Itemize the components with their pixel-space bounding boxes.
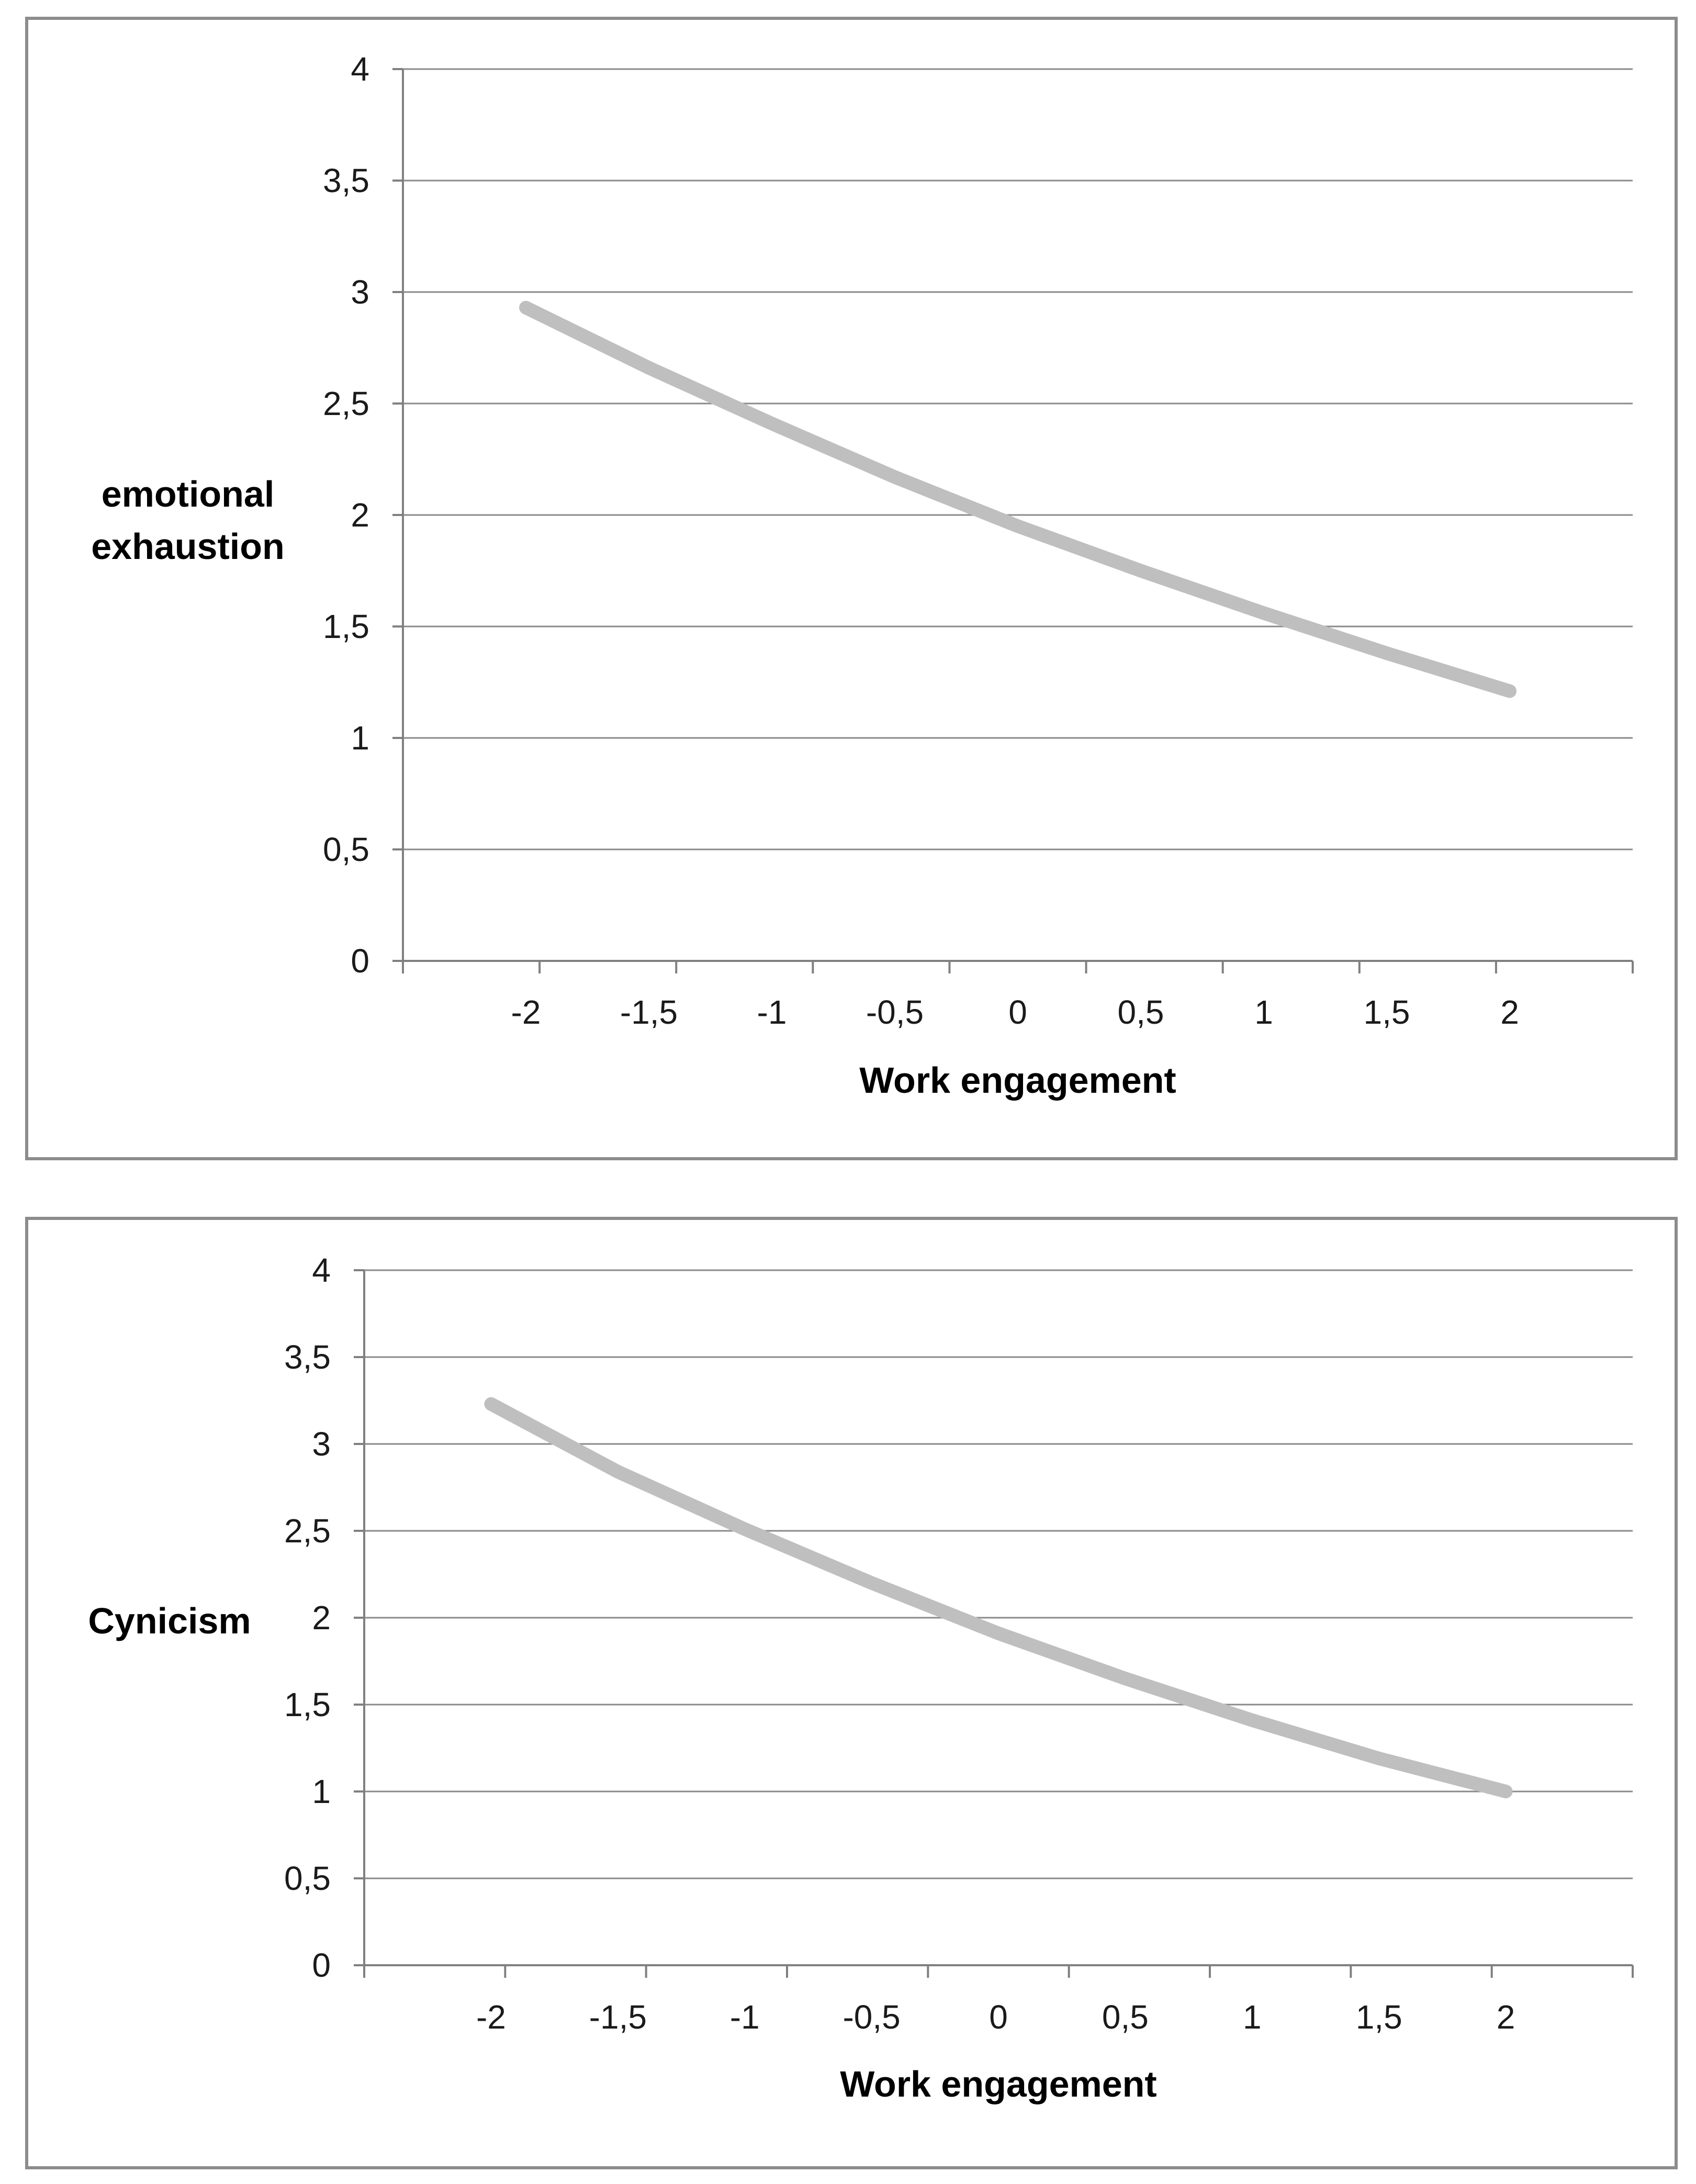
y-tick-label: 1,5 <box>323 608 369 645</box>
y-tick-label: 2 <box>351 496 369 534</box>
x-tick-label: -1 <box>729 1998 760 2036</box>
x-tick-label: 1 <box>1243 1998 1262 2036</box>
y-axis-title: Cynicism <box>88 1600 251 1641</box>
y-tick-label: 2,5 <box>323 385 369 422</box>
x-tick-label: 0,5 <box>1117 993 1164 1031</box>
x-tick-label: 1,5 <box>1355 1998 1402 2036</box>
x-tick-label: -1,5 <box>620 993 678 1031</box>
x-axis-title: Work engagement <box>859 1060 1176 1101</box>
x-tick-label: -0,5 <box>866 993 924 1031</box>
y-tick-label: 4 <box>351 50 369 88</box>
x-tick-label: -2 <box>476 1998 506 2036</box>
x-tick-label: -1,5 <box>589 1998 647 2036</box>
y-tick-label: 4 <box>312 1251 331 1289</box>
y-axis-title: emotional <box>101 474 275 514</box>
y-tick-label: 1,5 <box>284 1686 331 1723</box>
x-tick-label: -0,5 <box>843 1998 901 2036</box>
x-tick-label: 1,5 <box>1363 993 1410 1031</box>
y-tick-label: 2 <box>312 1599 331 1637</box>
y-tick-label: 1 <box>351 719 369 757</box>
chart-emotional-exhaustion <box>28 20 1681 1163</box>
x-tick-label: 0,5 <box>1102 1998 1149 2036</box>
x-axis-title: Work engagement <box>840 2064 1157 2104</box>
y-tick-label: 0 <box>312 1946 331 1984</box>
x-tick-label: 2 <box>1496 1998 1515 2036</box>
y-tick-label: 0,5 <box>284 1860 331 1897</box>
series-line <box>526 308 1510 691</box>
x-tick-label: 0 <box>989 1998 1008 2036</box>
y-tick-label: 3 <box>312 1425 331 1463</box>
x-tick-label: 0 <box>1008 993 1027 1031</box>
chart-panel-cynicism <box>25 1217 1678 2169</box>
x-tick-label: -1 <box>757 993 787 1031</box>
y-tick-label: 2,5 <box>284 1512 331 1550</box>
y-tick-label: 0 <box>351 942 369 980</box>
chart-panel-emotional-exhaustion <box>25 17 1678 1160</box>
y-tick-label: 1 <box>312 1773 331 1810</box>
x-tick-label: 2 <box>1500 993 1519 1031</box>
y-tick-label: 3,5 <box>323 162 369 199</box>
y-tick-label: 3 <box>351 273 369 311</box>
series-line <box>491 1404 1506 1791</box>
x-tick-label: -2 <box>511 993 541 1031</box>
y-axis-title: exhaustion <box>91 526 285 567</box>
chart-cynicism <box>28 1220 1681 2172</box>
x-tick-label: 1 <box>1254 993 1273 1031</box>
y-tick-label: 0,5 <box>323 831 369 868</box>
y-tick-label: 3,5 <box>284 1338 331 1376</box>
